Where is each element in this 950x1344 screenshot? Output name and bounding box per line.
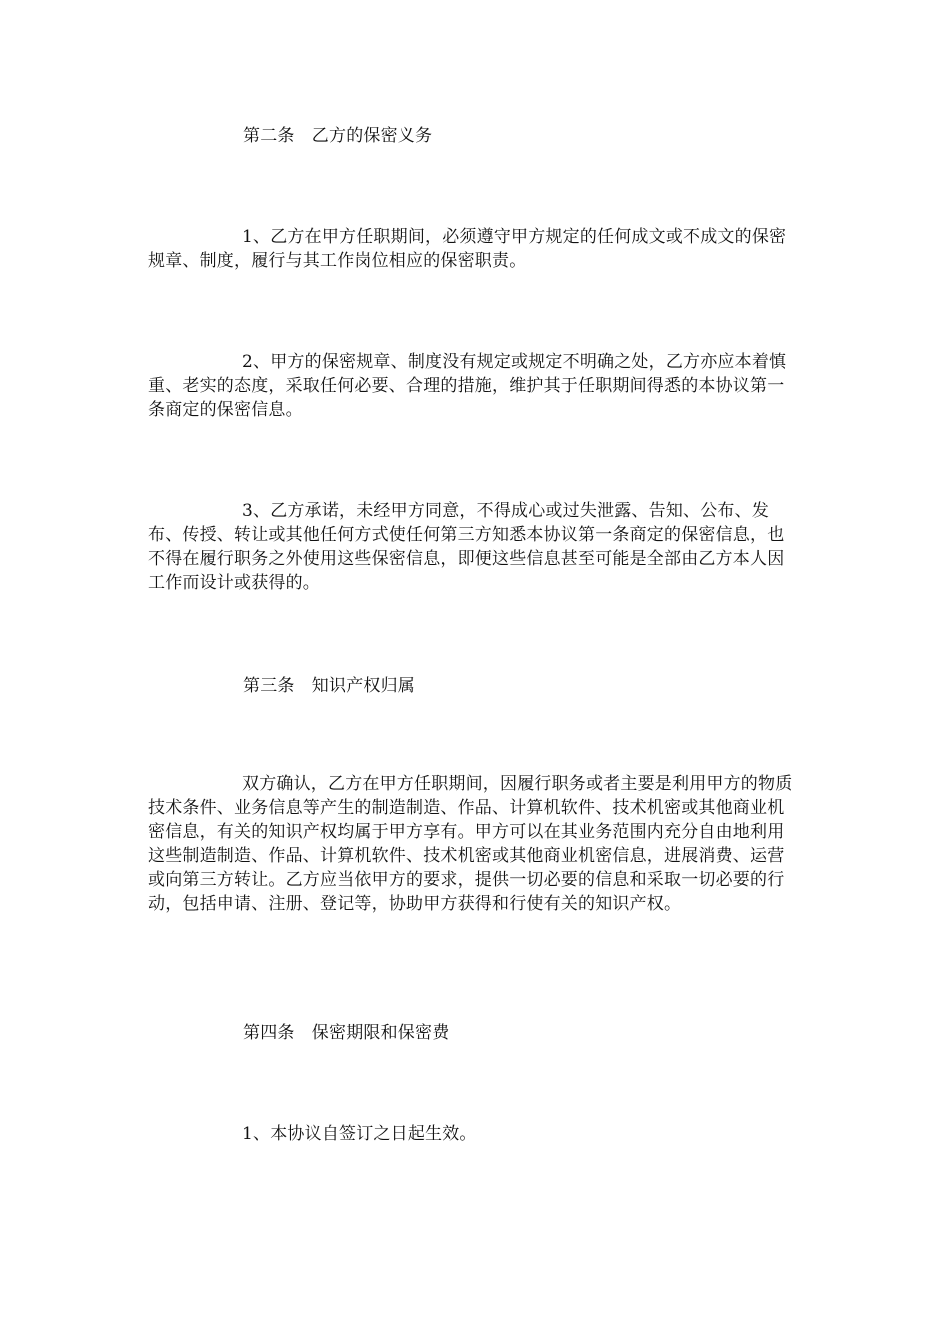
article-3-heading: 第三条 知识产权归属 bbox=[243, 676, 415, 696]
article-3-body: 双方确认，乙方在甲方任职期间，因履行职务或者主要是利用甲方的物质技术条件、业务信息等产生的制造制造、作品、计算机软件、技术机密或其他商业机密信息，有关的知识产权均属于甲方享有。甲方可以在其业务范围内充分自由地利用这些制造制造、作品、计算机软件、技术机密或其他商业机密信息，进展消费、运营或向第三方转让。乙方应当依甲方的要求，提供一切必要的信息和采取一切必要的行动，包括申请、注册、登记等，协助甲方获得和行使有关的知识产权。 bbox=[148, 774, 793, 914]
article-4-clause-1: 1、本协议自签订之日起生效。 bbox=[242, 1124, 477, 1144]
article-4-heading: 第四条 保密期限和保密费 bbox=[243, 1023, 450, 1043]
article-2-clause-2: 2、甲方的保密规章、制度没有规定或规定不明确之处，乙方亦应本着慎重、老实的态度，采取任何必要、合理的措施，维护其于任职期间得悉的本协议第一条商定的保密信息。 bbox=[148, 352, 787, 420]
article-2-clause-1: 1、乙方在甲方任职期间，必须遵守甲方规定的任何成文或不成文的保密规章、制度，履行与其工作岗位相应的保密职责。 bbox=[148, 227, 787, 271]
article-2-heading: 第二条 乙方的保密义务 bbox=[243, 126, 433, 146]
article-2-clause-3: 3、乙方承诺，未经甲方同意，不得成心或过失泄露、告知、公布、发布、传授、转让或其他任何方式使任何第三方知悉本协议第一条商定的保密信息，也不得在履行职务之外使用这些保密信息，即便这些信息甚至可能是全部由乙方本人因工作而设计或获得的。 bbox=[148, 501, 785, 593]
